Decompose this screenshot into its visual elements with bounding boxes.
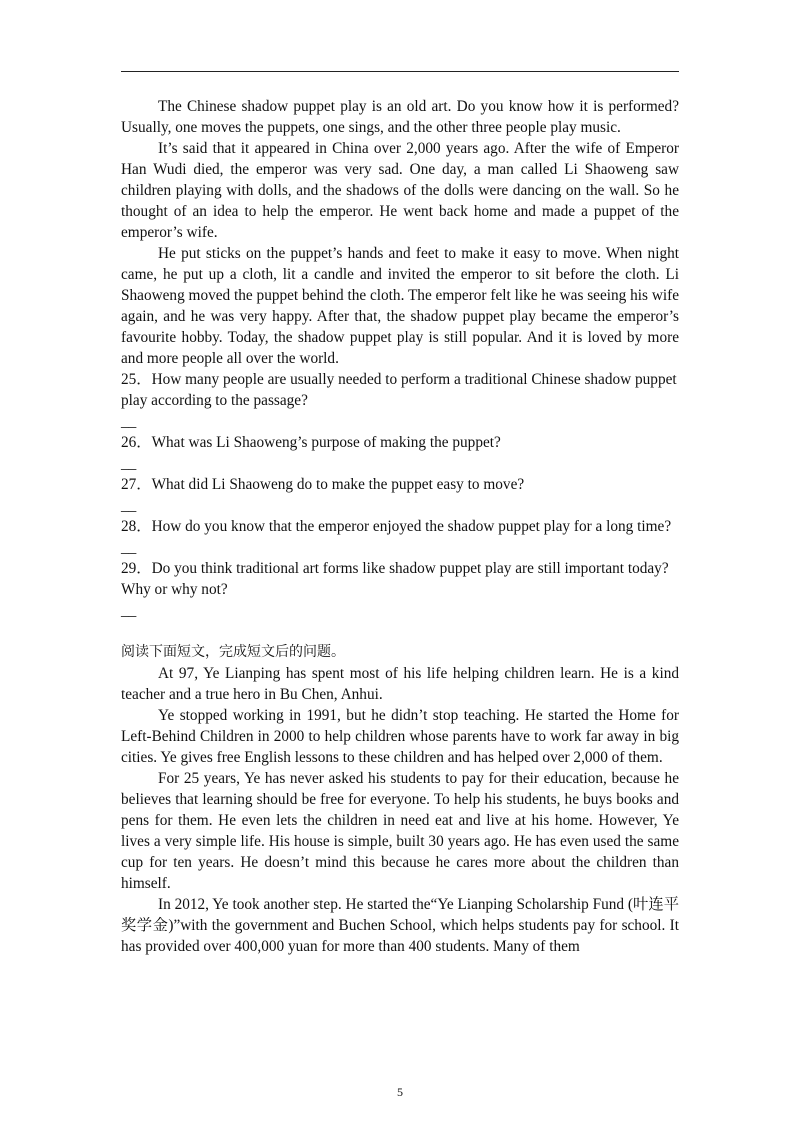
answer-line-27[interactable]: __ <box>121 497 137 514</box>
question-26: 26．What was Li Shaoweng’s purpose of making the puppet? <box>121 434 501 451</box>
question-28: 28．How do you know that the emperor enjoyed the shadow puppet play for a long time? <box>121 518 672 535</box>
page-number: 5 <box>397 1085 403 1099</box>
passage2-paragraph-2: Ye stopped working in 1991, but he didn’t stop teaching. He started the Home for Left-Behind Children in 2000 to help children whose parents have to work far away in big cities. Ye gives free English lessons to these children and has helped over 2,000 of them. <box>121 707 679 766</box>
passage1-paragraph-2: It’s said that it appeared in China over 2,000 years ago. After the wife of Emperor Han Wudi died, the emperor was very sad. One day, a man called Li Shaoweng saw children playing with dolls, and the shadows of the dolls were dancing on the wall. So he thought of an idea to help the emperor. He went back home and made a puppet of the emperor’s wife. <box>121 140 679 241</box>
passage1-paragraph-1: The Chinese shadow puppet play is an old art. Do you know how it is performed? Usually, one moves the puppets, one sings, and the other three people play music. <box>121 98 679 136</box>
section-spacer <box>121 621 679 642</box>
answer-line-26[interactable]: __ <box>121 455 137 472</box>
header-rule <box>121 71 679 72</box>
question-29: 29．Do you think traditional art forms like shadow puppet play are still important today? Why or why not? <box>121 560 669 598</box>
passage2-paragraph-4: In 2012, Ye took another step. He started the“Ye Lianping Scholarship Fund (叶连平奖学金)”with the government and Buchen School, which helps students pay for school. It has provided over 400,000 yuan for more than 400 students. Many of them <box>121 896 679 955</box>
answer-line-28[interactable]: __ <box>121 539 137 556</box>
passage2-instruction: 阅读下面短文，完成短文后的问题。 <box>121 644 345 660</box>
page-content <box>121 96 679 957</box>
question-27: 27．What did Li Shaoweng do to make the puppet easy to move? <box>121 476 525 493</box>
answer-line-25[interactable]: __ <box>121 413 137 430</box>
passage2-paragraph-3: For 25 years, Ye has never asked his students to pay for their education, because he believes that learning should be free for everyone. To help his students, he buys books and pens for them. He even lets the children in need eat and live at his home. However, Ye lives a very simple life. His house is simple, built 30 years ago. He has even used the same cup for ten years. He doesn’t mind this because he cares more about the children than himself. <box>121 770 679 892</box>
passage1-paragraph-3: He put sticks on the puppet’s hands and feet to make it easy to move. When night came, he put up a cloth, lit a candle and invited the emperor to sit before the cloth. Li Shaoweng moved the puppet behind the cloth. The emperor felt like he was seeing his wife again, and he was very happy. After that, the shadow puppet play became the emperor’s favourite hobby. Today, the shadow puppet play is still popular. And it is loved by more and more people all over the world. <box>121 245 679 367</box>
question-25: 25．How many people are usually needed to perform a traditional Chinese shadow puppet play according to the passage? <box>121 371 677 409</box>
passage2-paragraph-1: At 97, Ye Lianping has spent most of his life helping children learn. He is a kind teacher and a true hero in Bu Chen, Anhui. <box>121 665 679 703</box>
answer-line-29[interactable]: __ <box>121 602 137 619</box>
